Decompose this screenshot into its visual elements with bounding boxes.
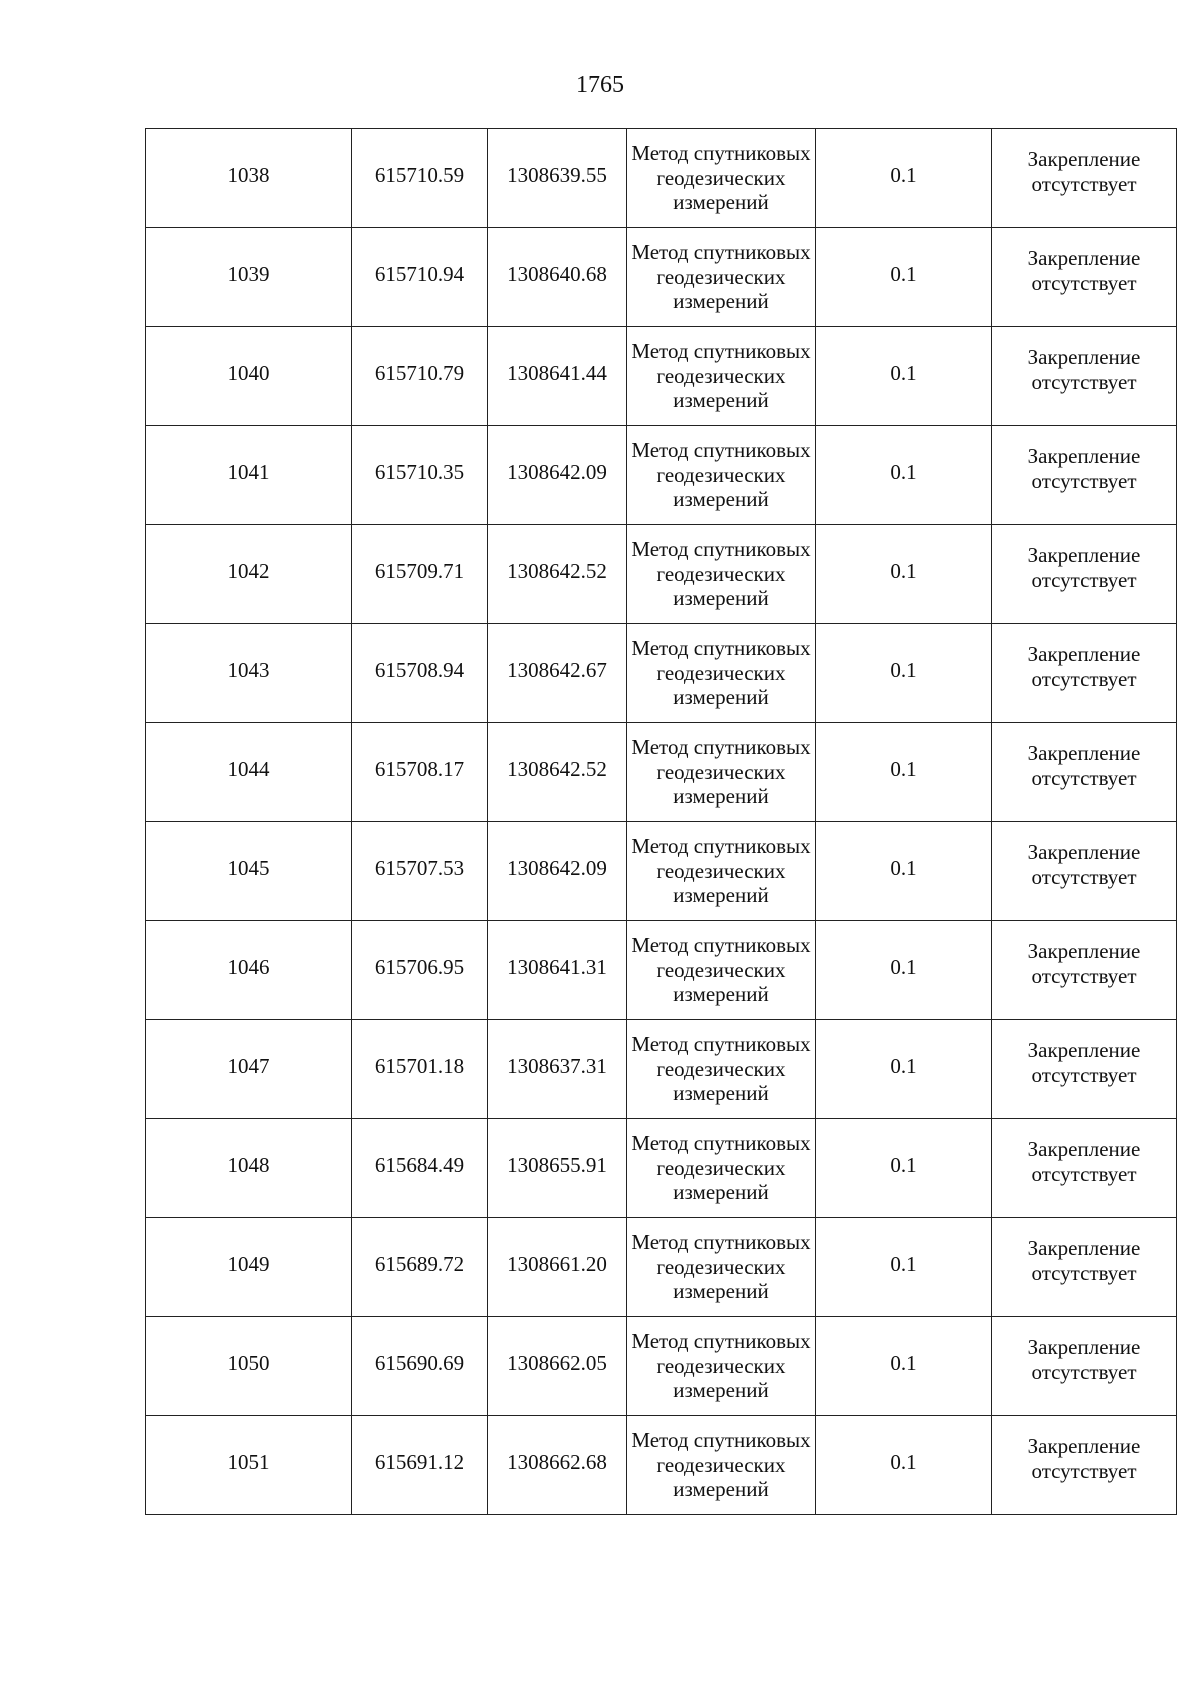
table-row bbox=[146, 327, 1177, 426]
table-row bbox=[146, 921, 1177, 1020]
accuracy-cell: 0.1 bbox=[816, 426, 992, 525]
table-row bbox=[146, 1317, 1177, 1416]
y-coordinate-cell: 1308662.05 bbox=[488, 1317, 627, 1416]
fixing-description-cell: Закрепление отсутствует bbox=[992, 1119, 1177, 1218]
fixing-description-cell: Закрепление отсутствует bbox=[992, 525, 1177, 624]
y-coordinate-cell: 1308642.52 bbox=[488, 723, 627, 822]
y-coordinate-cell: 1308661.20 bbox=[488, 1218, 627, 1317]
y-coordinate-cell: 1308655.91 bbox=[488, 1119, 627, 1218]
fixing-description-cell: Закрепление отсутствует bbox=[992, 723, 1177, 822]
y-coordinate-cell: 1308642.52 bbox=[488, 525, 627, 624]
y-coordinate-cell: 1308642.09 bbox=[488, 426, 627, 525]
accuracy-cell: 0.1 bbox=[816, 1020, 992, 1119]
fixing-description-cell: Закрепление отсутствует bbox=[992, 228, 1177, 327]
method-cell: Метод спутниковых геодезических измерений bbox=[627, 1416, 816, 1515]
table-row bbox=[146, 129, 1177, 228]
x-coordinate-cell: 615706.95 bbox=[352, 921, 488, 1020]
accuracy-cell: 0.1 bbox=[816, 624, 992, 723]
fixing-description-cell: Закрепление отсутствует bbox=[992, 822, 1177, 921]
y-coordinate-cell: 1308641.44 bbox=[488, 327, 627, 426]
method-cell: Метод спутниковых геодезических измерений bbox=[627, 624, 816, 723]
fixing-description-cell: Закрепление отсутствует bbox=[992, 1020, 1177, 1119]
fixing-description-cell: Закрепление отсутствует bbox=[992, 1317, 1177, 1416]
x-coordinate-cell: 615708.94 bbox=[352, 624, 488, 723]
accuracy-cell: 0.1 bbox=[816, 1218, 992, 1317]
point-number-cell: 1041 bbox=[146, 426, 352, 525]
point-number-cell: 1044 bbox=[146, 723, 352, 822]
accuracy-cell: 0.1 bbox=[816, 525, 992, 624]
x-coordinate-cell: 615708.17 bbox=[352, 723, 488, 822]
table-row bbox=[146, 1119, 1177, 1218]
x-coordinate-cell: 615710.79 bbox=[352, 327, 488, 426]
accuracy-cell: 0.1 bbox=[816, 1317, 992, 1416]
method-cell: Метод спутниковых геодезических измерений bbox=[627, 129, 816, 228]
point-number-cell: 1045 bbox=[146, 822, 352, 921]
table-row bbox=[146, 723, 1177, 822]
accuracy-cell: 0.1 bbox=[816, 921, 992, 1020]
fixing-description-cell: Закрепление отсутствует bbox=[992, 1416, 1177, 1515]
accuracy-cell: 0.1 bbox=[816, 327, 992, 426]
point-number-cell: 1051 bbox=[146, 1416, 352, 1515]
point-number-cell: 1047 bbox=[146, 1020, 352, 1119]
table-row bbox=[146, 1218, 1177, 1317]
x-coordinate-cell: 615691.12 bbox=[352, 1416, 488, 1515]
x-coordinate-cell: 615710.94 bbox=[352, 228, 488, 327]
method-cell: Метод спутниковых геодезических измерений bbox=[627, 1317, 816, 1416]
fixing-description-cell: Закрепление отсутствует bbox=[992, 1218, 1177, 1317]
method-cell: Метод спутниковых геодезических измерений bbox=[627, 822, 816, 921]
accuracy-cell: 0.1 bbox=[816, 1416, 992, 1515]
table-row bbox=[146, 624, 1177, 723]
y-coordinate-cell: 1308642.09 bbox=[488, 822, 627, 921]
method-cell: Метод спутниковых геодезических измерений bbox=[627, 921, 816, 1020]
y-coordinate-cell: 1308662.68 bbox=[488, 1416, 627, 1515]
point-number-cell: 1050 bbox=[146, 1317, 352, 1416]
fixing-description-cell: Закрепление отсутствует bbox=[992, 327, 1177, 426]
point-number-cell: 1038 bbox=[146, 129, 352, 228]
accuracy-cell: 0.1 bbox=[816, 129, 992, 228]
table-body bbox=[146, 129, 1177, 1515]
method-cell: Метод спутниковых геодезических измерений bbox=[627, 723, 816, 822]
fixing-description-cell: Закрепление отсутствует bbox=[992, 129, 1177, 228]
fixing-description-cell: Закрепление отсутствует bbox=[992, 426, 1177, 525]
method-cell: Метод спутниковых геодезических измерений bbox=[627, 1020, 816, 1119]
table-row bbox=[146, 525, 1177, 624]
point-number-cell: 1042 bbox=[146, 525, 352, 624]
table-row bbox=[146, 426, 1177, 525]
x-coordinate-cell: 615689.72 bbox=[352, 1218, 488, 1317]
point-number-cell: 1040 bbox=[146, 327, 352, 426]
x-coordinate-cell: 615710.59 bbox=[352, 129, 488, 228]
page-number: 1765 bbox=[576, 72, 624, 98]
x-coordinate-cell: 615710.35 bbox=[352, 426, 488, 525]
method-cell: Метод спутниковых геодезических измерений bbox=[627, 426, 816, 525]
method-cell: Метод спутниковых геодезических измерений bbox=[627, 228, 816, 327]
x-coordinate-cell: 615701.18 bbox=[352, 1020, 488, 1119]
accuracy-cell: 0.1 bbox=[816, 822, 992, 921]
table-row bbox=[146, 1020, 1177, 1119]
accuracy-cell: 0.1 bbox=[816, 228, 992, 327]
method-cell: Метод спутниковых геодезических измерений bbox=[627, 1119, 816, 1218]
table-row bbox=[146, 1416, 1177, 1515]
point-number-cell: 1043 bbox=[146, 624, 352, 723]
x-coordinate-cell: 615690.69 bbox=[352, 1317, 488, 1416]
method-cell: Метод спутниковых геодезических измерений bbox=[627, 525, 816, 624]
table-row bbox=[146, 228, 1177, 327]
table-row bbox=[146, 822, 1177, 921]
y-coordinate-cell: 1308639.55 bbox=[488, 129, 627, 228]
y-coordinate-cell: 1308637.31 bbox=[488, 1020, 627, 1119]
method-cell: Метод спутниковых геодезических измерений bbox=[627, 327, 816, 426]
method-cell: Метод спутниковых геодезических измерений bbox=[627, 1218, 816, 1317]
point-number-cell: 1048 bbox=[146, 1119, 352, 1218]
accuracy-cell: 0.1 bbox=[816, 723, 992, 822]
x-coordinate-cell: 615707.53 bbox=[352, 822, 488, 921]
point-number-cell: 1039 bbox=[146, 228, 352, 327]
coordinates-table bbox=[145, 128, 1177, 1515]
x-coordinate-cell: 615709.71 bbox=[352, 525, 488, 624]
fixing-description-cell: Закрепление отсутствует bbox=[992, 624, 1177, 723]
point-number-cell: 1049 bbox=[146, 1218, 352, 1317]
y-coordinate-cell: 1308640.68 bbox=[488, 228, 627, 327]
y-coordinate-cell: 1308642.67 bbox=[488, 624, 627, 723]
accuracy-cell: 0.1 bbox=[816, 1119, 992, 1218]
point-number-cell: 1046 bbox=[146, 921, 352, 1020]
x-coordinate-cell: 615684.49 bbox=[352, 1119, 488, 1218]
fixing-description-cell: Закрепление отсутствует bbox=[992, 921, 1177, 1020]
y-coordinate-cell: 1308641.31 bbox=[488, 921, 627, 1020]
